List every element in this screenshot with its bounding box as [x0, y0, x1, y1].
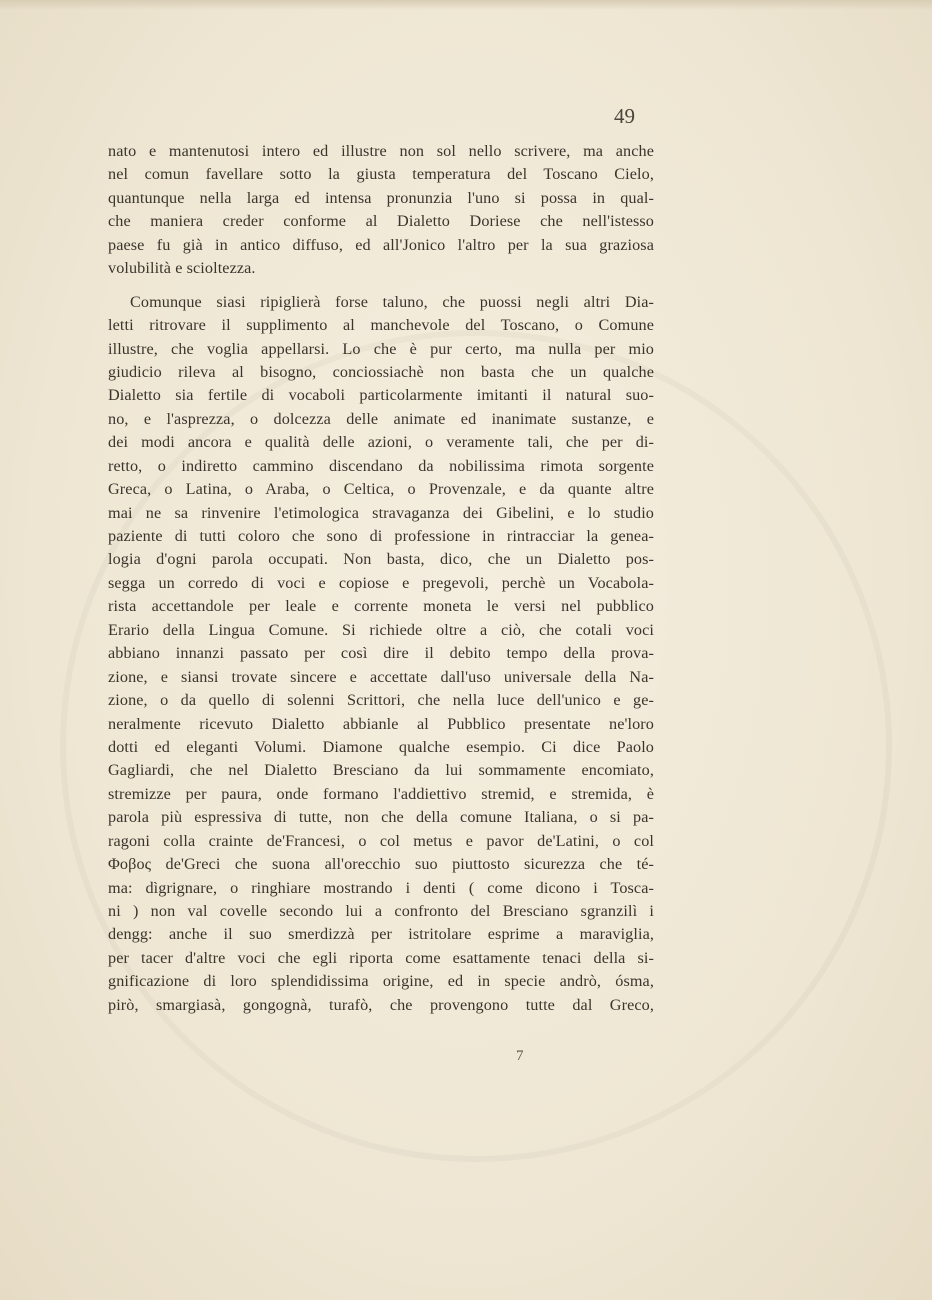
paragraph-gap — [108, 281, 654, 291]
text-line: parola più espressiva di tutte, non che della comune Italiana, o si pa- — [108, 808, 654, 827]
text-line: ni ) non val covelle secondo lui a confronto del Bresciano sgranzilì i — [108, 902, 654, 920]
paragraph-2 — [108, 291, 654, 1018]
text-line: rista accettandole per leale e corrente moneta le versi nel pubblico — [108, 597, 654, 616]
body-text — [108, 140, 654, 1017]
text-line: Φοβος de'Greci che suona all'orecchio suo piuttosto sicurezza che té- — [108, 855, 654, 874]
text-line: ma: dìgrignare, o ringhiare mostrando i denti ( come dicono i Tosca- — [108, 878, 654, 897]
text-line: mai ne sa rinvenire l'etimologica stravaganza dei Gibelini, e lo studio — [108, 503, 654, 522]
text-line: Comunque siasi ripiglierà forse taluno, che puossi negli altri Dia- — [130, 292, 654, 311]
text-line: zione, o da quello di solenni Scrittori, che nella luce dell'unico e ge- — [108, 691, 654, 710]
text-line: letti ritrovare il supplimento al manchevole del Toscano, o Comune — [108, 316, 654, 335]
paragraph-1 — [108, 140, 654, 281]
page-top-edge — [0, 0, 932, 10]
text-line: per tacer d'altre voci che egli riporta come esattamente tenaci della si- — [108, 948, 654, 967]
text-line: illustre, che voglia appellarsi. Lo che è pur certo, ma nulla per mio — [108, 339, 654, 358]
text-line: zione, e siansi trovate sincere e accettate dall'uso universale della Na- — [108, 667, 654, 686]
text-line: retto, o indiretto cammino discendano da nobilissima rimota sorgente — [108, 456, 654, 475]
text-line: gnificazione di loro splendidissima origine, ed in specie andrò, ósma, — [108, 972, 654, 991]
text-line: Dialetto sia fertile di vocaboli particolarmente imitanti il natural suo- — [108, 386, 654, 405]
text-line: stremizze per paura, onde formano l'addiettivo stremid, e stremida, è — [108, 784, 654, 803]
text-line: giudicio rileva al bisogno, conciossiachè non basta che un qualche — [108, 362, 654, 381]
text-line: dengg: anche il suo smerdizzà per istritolare esprime a maraviglia, — [108, 925, 654, 944]
text-line: che maniera creder conforme al Dialetto Doriese che nell'istesso — [108, 212, 654, 231]
text-line: dotti ed eleganti Volumi. Diamone qualche esempio. Ci dice Paolo — [108, 737, 654, 756]
text-line: ragoni colla crainte de'Francesi, o col metus e pavor de'Latini, o col — [108, 831, 654, 850]
page-number: 49 — [614, 104, 635, 128]
text-line: paziente di tutti coloro che sono di professione in rintracciar la genea- — [108, 527, 654, 545]
text-line: quantunque nella larga ed intensa pronunzia l'uno si possa in qual- — [108, 188, 654, 207]
text-line: logia d'ogni parola occupati. Non basta, dico, che un Dialetto pos- — [108, 550, 654, 569]
text-line: pirò, smargiasà, gongognà, turafò, che provengono tutte dal Greco, — [108, 995, 654, 1014]
text-line: paese fu già in antico diffuso, ed all'Jonico l'altro per la sua graziosa — [108, 235, 654, 254]
text-line: nel comun favellare sotto la giusta temperatura del Toscano Cielo, — [108, 165, 654, 184]
signature-mark: 7 — [516, 1048, 524, 1064]
text-line: neralmente ricevuto Dialetto abbianle al Pubblico presentate ne'loro — [108, 714, 654, 733]
text-line: nato e mantenutosi intero ed illustre non sol nello scrivere, ma anche — [108, 142, 654, 160]
text-line: volubilità e scioltezza. — [108, 259, 256, 278]
text-line: Greca, o Latina, o Araba, o Celtica, o Provenzale, e da quante altre — [108, 480, 654, 499]
text-line: Gagliardi, che nel Dialetto Bresciano da lui sommamente encomiato, — [108, 761, 654, 780]
text-line: no, e l'asprezza, o dolcezza delle animate ed inanimate sustanze, e — [108, 409, 654, 428]
text-line: abbiano innanzi passato per così dire il debito tempo della prova- — [108, 644, 654, 663]
text-line: dei modi ancora e qualità delle azioni, o veramente tali, che per di- — [108, 433, 654, 452]
text-line: Erario della Lingua Comune. Si richiede oltre a ciò, che cotali voci — [108, 620, 654, 639]
text-line: segga un corredo di voci e copiose e pregevoli, perchè un Vocabola- — [108, 573, 654, 592]
